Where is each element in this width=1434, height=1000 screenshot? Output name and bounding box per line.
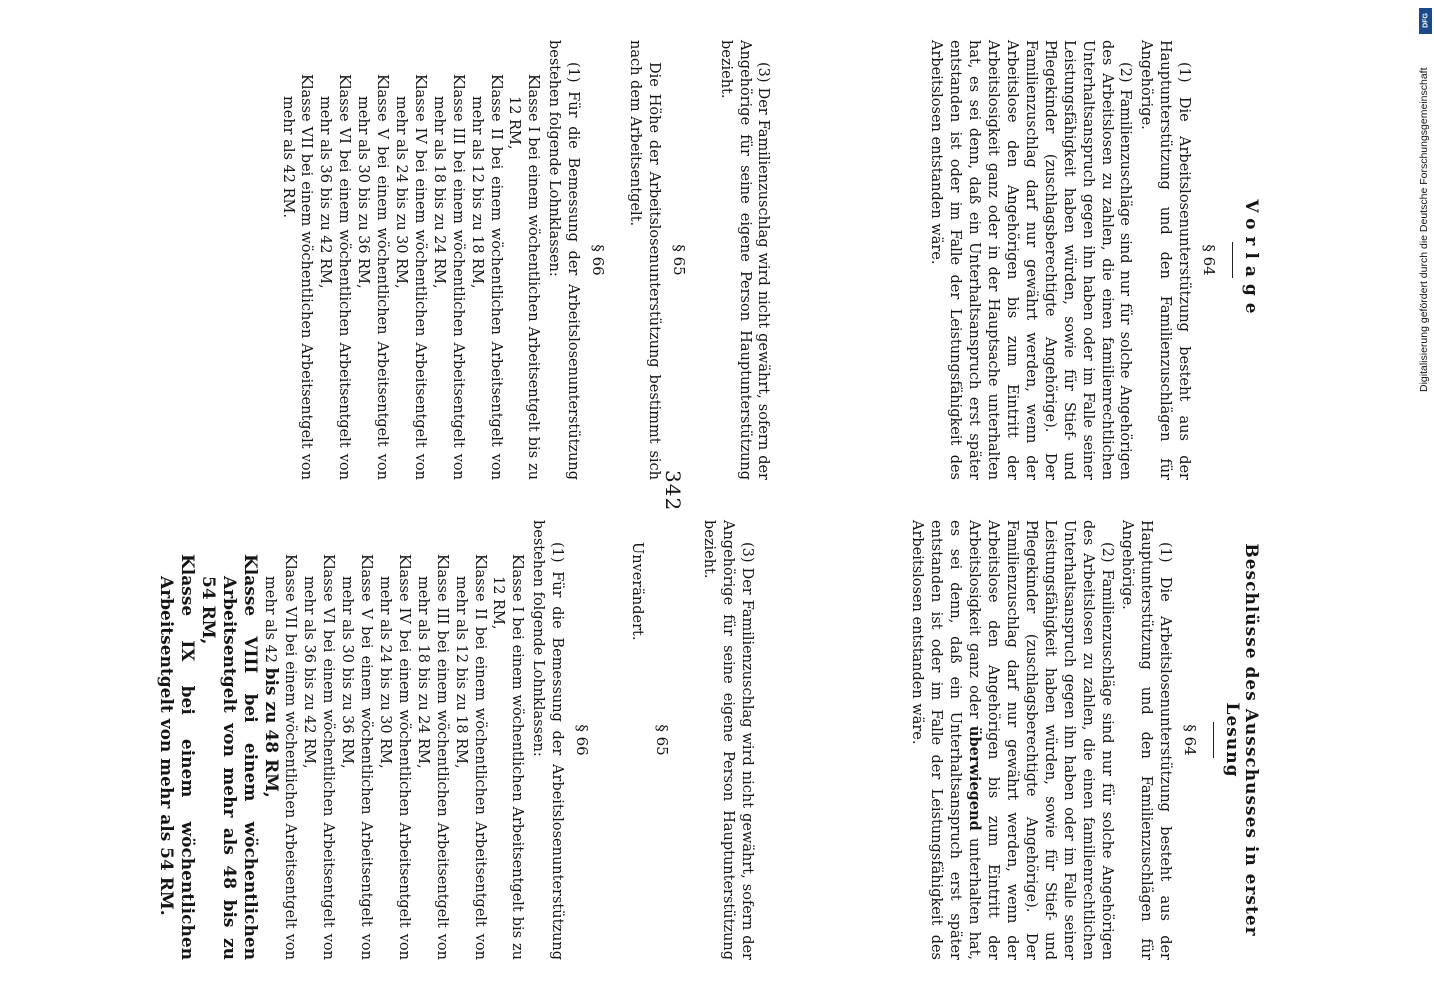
paragraph: (1) Die Arbeitslosenunterstützung besteht aus der Hauptunterstützung und den Familienzuschlägen für Angehörige.: [1138, 40, 1193, 480]
wage-class: Klasse II bei einem wöchentlichen Arbeitsentgelt von mehr als 12 bis zu 18 RM,: [468, 74, 504, 480]
credit-text: Digitalisierung gefördert durch die Deutsche Forschungsgemeinschaft: [1418, 67, 1430, 392]
dfg-logo: [1419, 8, 1432, 34]
text-run: (2) Familienzuschläge sind nur für solche Angehörigen des Arbeitslosen zu zahlen, die einen familienrechtlichen Unterhaltsanspruch gegen ihn haben oder im Falle seiner Leistungsfähigkeit haben würden, sowie für Stief- und Pflegekinder (zuschlagsberechtigte Angehörige). Der Familienzuschlag darf nur gewährt werden, wenn der Arbeitslose den Angehörigen bis zum Eintritt der Arbeitslosigkeit ganz oder: [966, 520, 1115, 960]
wage-class-added: Klasse VIII bei einem wöchentlichen Arbeitsentgelt von mehr als 48 bis zu 54 RM,: [197, 554, 260, 960]
paragraph: (1) Für die Bemessung der Arbeitslosenunterstützung bestehen folgende Lohnklassen:: [530, 520, 566, 960]
column-vorlage: [278, 40, 1260, 480]
wage-class: Klasse IV bei einem wöchentlichen Arbeitsentgelt von mehr als 24 bis zu 30 RM,: [377, 554, 412, 960]
paragraph: (3) Der Familienzuschlag wird nicht gewährt, sofern der Angehörige für seine eigene Person Hauptunterstützung bezieht.: [717, 40, 772, 480]
wage-class: Klasse VI bei einem wöchentlichen Arbeitsentgelt von mehr als 36 bis zu 42 RM,: [317, 74, 353, 480]
wage-class: Klasse I bei einem wöchentlichen Arbeitsentgelt bis zu 12 RM,: [490, 554, 526, 960]
wage-class: Klasse II bei einem wöchentlichen Arbeitsentgelt von mehr als 12 bis zu 18 RM,: [452, 554, 488, 960]
digitization-credit: [1412, 0, 1434, 1000]
wage-class-added: Klasse IX bei einem wöchentlichen Arbeitsentgelt von mehr als 54 RM.: [155, 554, 197, 960]
column-beschluesse: [155, 520, 1260, 960]
paragraph: [908, 520, 1116, 960]
section-title: § 65: [669, 244, 688, 276]
wage-class: Klasse VII bei einem wöchentlichen Arbeitsentgelt von mehr als 42 RM.: [279, 74, 315, 480]
heading-rule: [1213, 722, 1214, 758]
column-heading: Beschlüsse des Ausschusses in erster Lesung: [1222, 543, 1261, 937]
wage-class: Klasse I bei einem wöchentlichen Arbeitsentgelt bis zu 12 RM,: [506, 74, 542, 480]
wage-class: Klasse VI bei einem wöchentlichen Arbeitsentgelt von mehr als 36 bis zu 42 RM,: [301, 554, 337, 960]
column-heading: Vorlage: [1241, 199, 1261, 321]
wage-class: Klasse V bei einem wöchentlichen Arbeitsentgelt von mehr als 30 bis zu 36 RM,: [355, 74, 391, 480]
bold-text-run: bis zu 48 RM,: [260, 667, 281, 798]
wage-class: Klasse III bei einem wöchentlichen Arbeitsentgelt von mehr als 18 bis zu 24 RM,: [414, 554, 450, 960]
bold-text-run: überwiegend: [966, 725, 984, 831]
paragraph: (3) Der Familienzuschlag wird nicht gewährt, sofern der Angehörige für seine eigene Person Hauptunterstützung bezieht.: [700, 520, 755, 960]
paragraph: (2) Familienzuschläge sind nur für solche Angehörigen des Arbeitslosen zu zahlen, die einen familienrechtlichen Unterhaltsanspruch gegen ihn haben oder im Falle seiner Leistungsfähigkeit haben würden, sowie für Stief- und Pflegekinder (zuschlagsberechtigte Angehörige). Der Familienzuschlag darf nur gewährt werden, wenn der Arbeitslose den Angehörigen bis zum Eintritt der Arbeitslosigkeit ganz oder in der Hauptsache unterhalten hat, es sei denn, daß ein Unterhaltsanspruch erst später entstanden ist oder im Falle der Leistungsfähigkeit des Arbeitslosen entstanden wäre.: [928, 40, 1134, 480]
page-number: 342: [661, 470, 685, 512]
paragraph: Unverändert.: [628, 542, 645, 641]
section-title: § 66: [573, 724, 592, 756]
dfg-logo-text: DFG: [1422, 13, 1430, 28]
wage-class: Klasse IV bei einem wöchentlichen Arbeitsentgelt von mehr als 24 bis zu 30 RM,: [393, 74, 428, 480]
section-title: § 66: [589, 244, 608, 276]
paragraph: (1) Die Arbeitslosenunterstützung besteht aus der Hauptunterstützung und den Familienzuschlägen für Angehörige.: [1119, 520, 1174, 960]
text-run: Klasse VII bei einem wöchentlichen Arbeitsentgelt von mehr als 42: [261, 554, 299, 960]
section-title: § 64: [1200, 244, 1219, 276]
text-run: unterhalten hat, es sei denn, daß ein Unterhaltsanspruch erst später entstanden ist oder im Falle der Leistungsfähigkeit des Arbeitslosen entstanden wäre.: [909, 520, 983, 961]
wage-class: [260, 554, 300, 960]
section-title: § 65: [652, 724, 671, 756]
paragraph: Die Höhe der Arbeitslosenunterstützung bestimmt sich nach dem Arbeitsentgelt.: [626, 40, 662, 480]
heading-rule: [1232, 242, 1233, 278]
wage-class: Klasse V bei einem wöchentlichen Arbeitsentgelt von mehr als 30 bis zu 36 RM,: [339, 554, 375, 960]
paragraph: (1) Für die Bemessung der Arbeitslosenunterstützung bestehen folgende Lohnklassen:: [546, 40, 582, 480]
wage-class: Klasse III bei einem wöchentlichen Arbeitsentgelt von mehr als 18 bis zu 24 RM,: [430, 74, 466, 480]
section-title: § 64: [1181, 724, 1200, 756]
